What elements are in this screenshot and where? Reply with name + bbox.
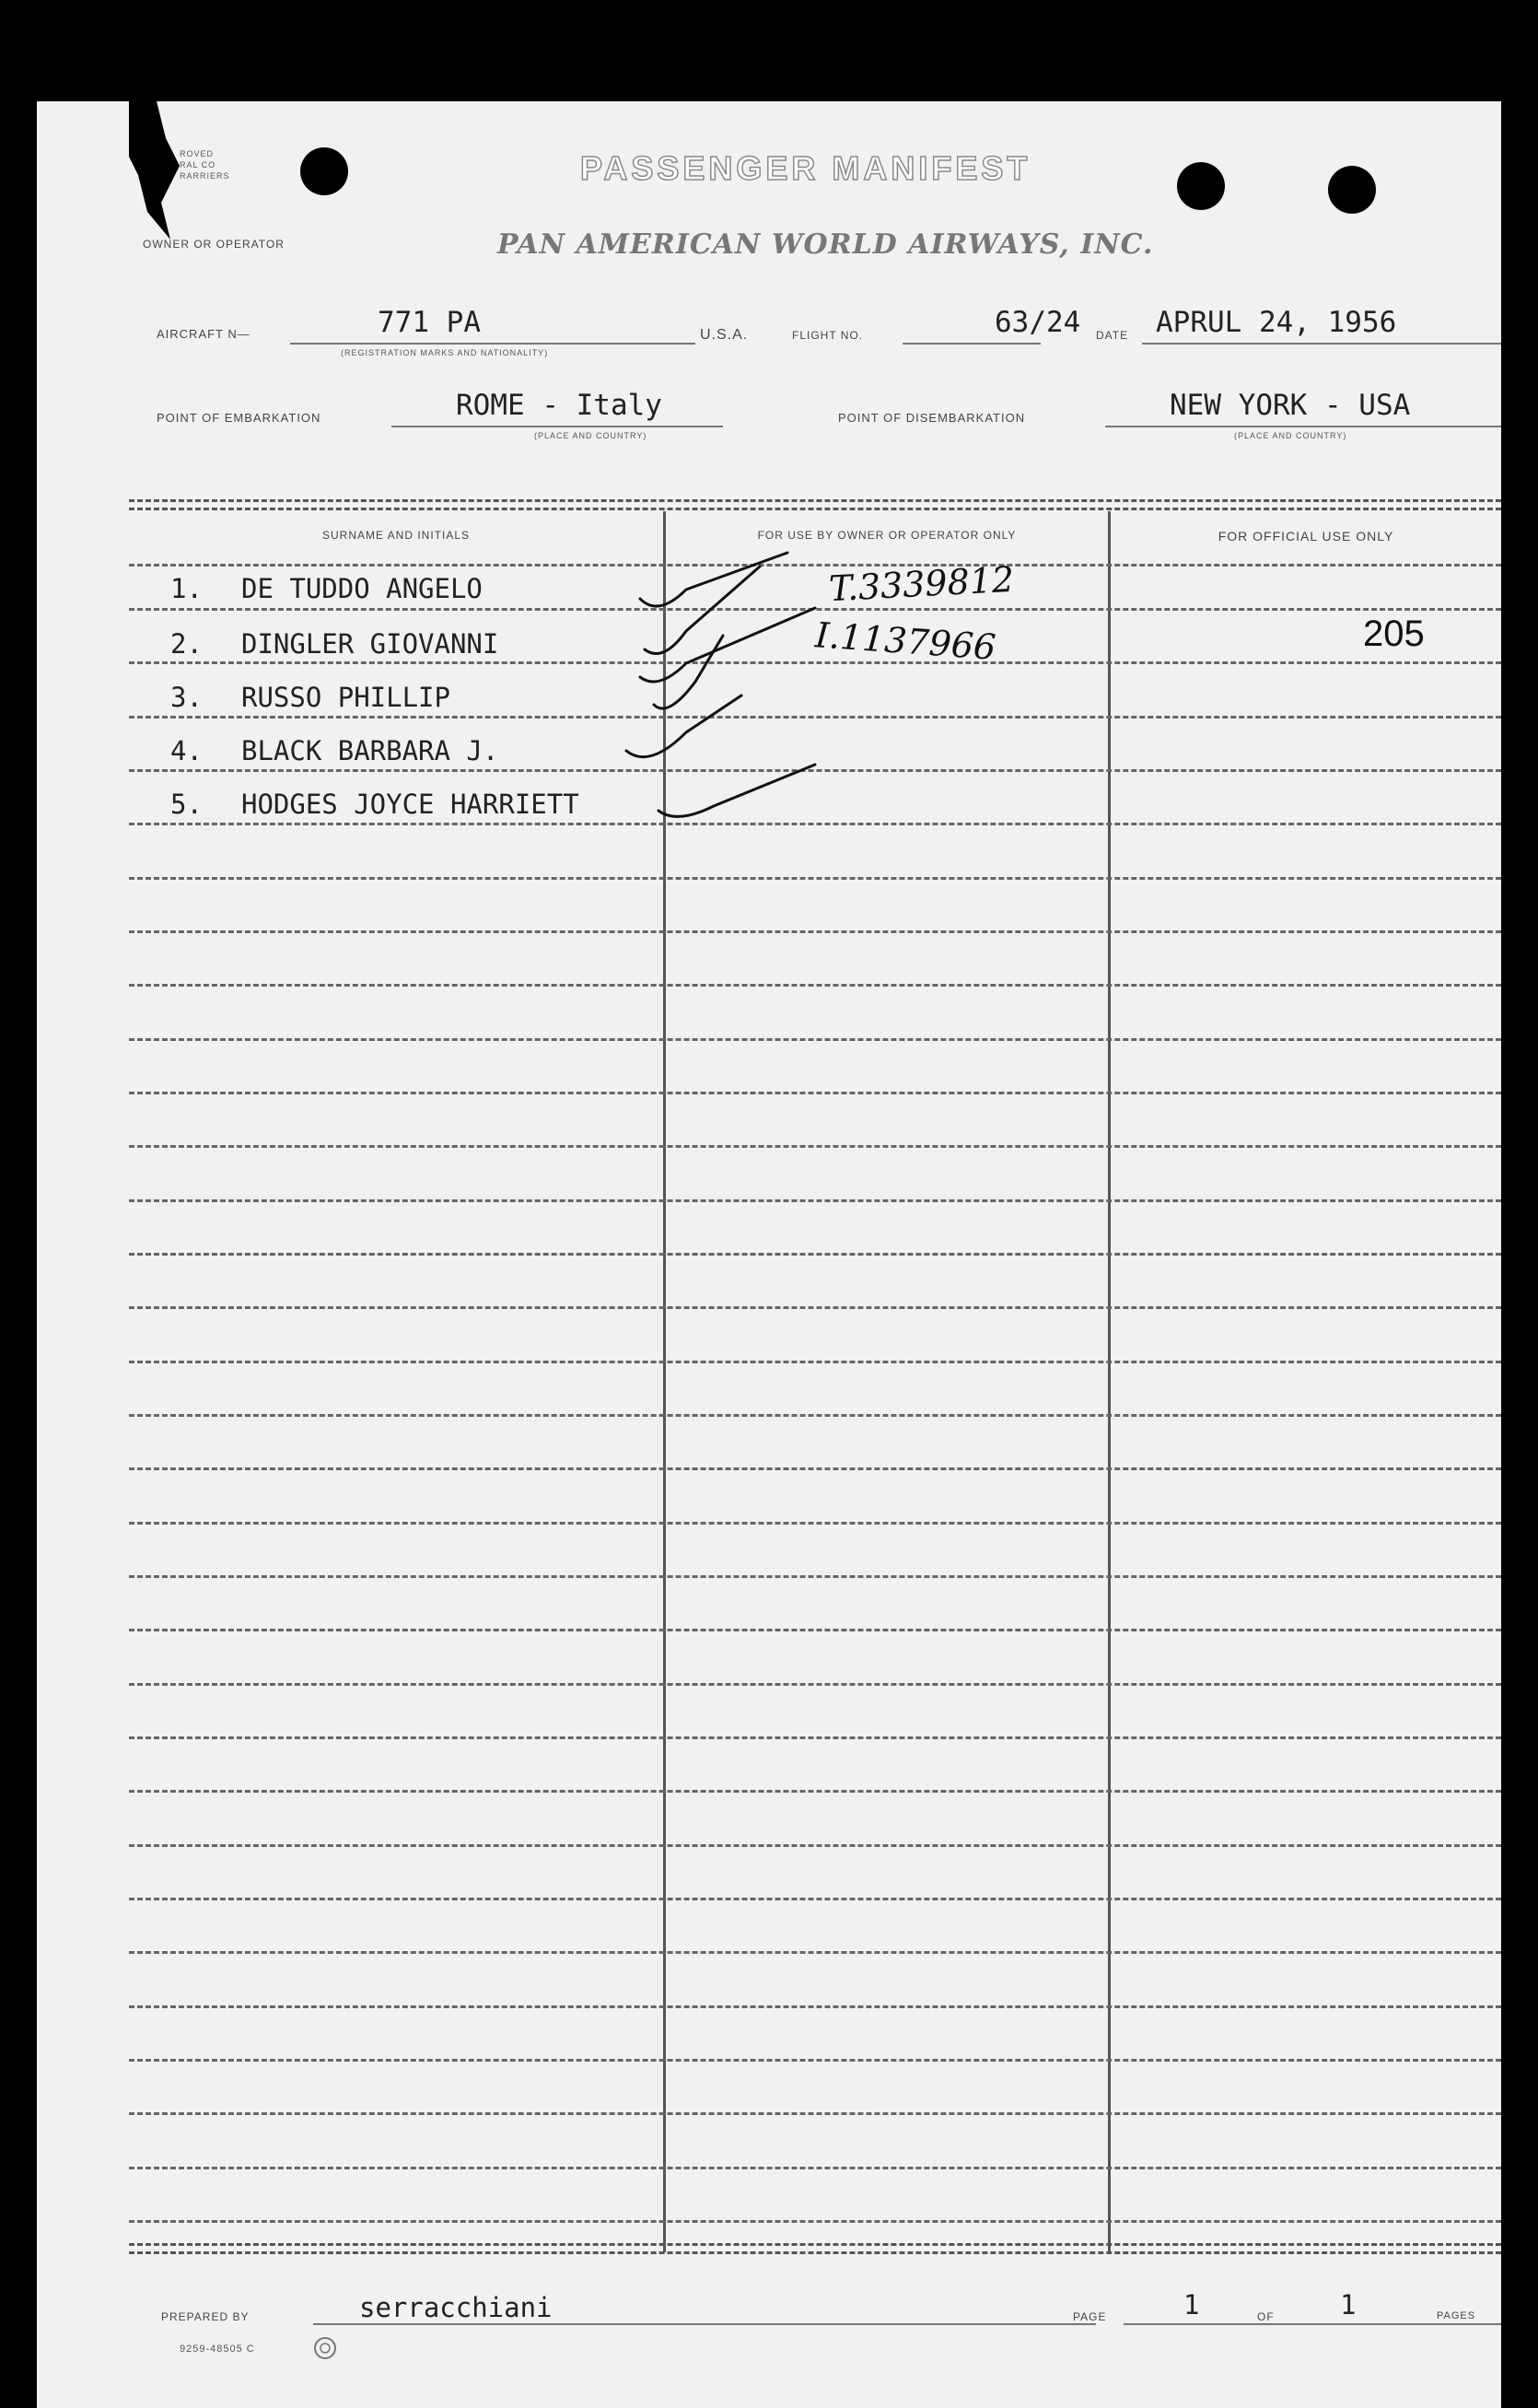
approved-stamp-line1: ROVED	[180, 149, 215, 158]
aircraft-value: 771 PA	[378, 306, 481, 339]
passenger-official-value: 205	[1363, 614, 1425, 654]
column-header-surname: SURNAME AND INITIALS	[321, 529, 471, 542]
passenger-number: 2.	[170, 628, 203, 660]
punch-hole-right	[1328, 166, 1376, 214]
checkmark-icon	[631, 544, 843, 940]
passenger-number: 3.	[170, 682, 203, 713]
approved-stamp-line2: RAL CO	[180, 160, 216, 169]
of-label: OF	[1257, 2310, 1275, 2323]
passenger-name: RUSSO PHILLIP	[241, 682, 450, 713]
form-code: 9259-48505 C	[180, 2344, 255, 2355]
prepared-by-value: serracchiani	[359, 2292, 553, 2323]
passenger-name: DE TUDDO ANGELO	[241, 573, 483, 604]
passenger-number: 1.	[170, 573, 203, 604]
passenger-number: 5.	[170, 789, 203, 820]
total-pages: 1	[1340, 2289, 1357, 2320]
passenger-name: BLACK BARBARA J.	[241, 735, 499, 766]
date-label: DATE	[1096, 329, 1129, 342]
torn-corner-mark	[129, 101, 184, 249]
owner-label: OWNER OR OPERATOR	[143, 238, 285, 251]
approved-stamp-line3: RARRIERS	[180, 171, 230, 181]
aircraft-label: AIRCRAFT N—	[157, 327, 251, 341]
page-title: PASSENGER MANIFEST	[580, 149, 1031, 187]
passenger-name: HODGES JOYCE HARRIETT	[241, 789, 579, 820]
disembarkation-value: NEW YORK - USA	[1170, 389, 1411, 422]
owner-value: PAN AMERICAN WORLD AIRWAYS, INC.	[497, 228, 1154, 261]
union-label-icon	[313, 2336, 337, 2360]
disembarkation-label: POINT OF DISEMBARKATION	[838, 411, 1026, 425]
date-value: APRUL 24, 1956	[1156, 306, 1397, 339]
flight-label: FLIGHT NO.	[792, 329, 864, 342]
embarkation-caption: (PLACE AND COUNTRY)	[534, 431, 647, 440]
column-header-owner-use: FOR USE BY OWNER OR OPERATOR ONLY	[757, 529, 1017, 542]
column-header-official-use: FOR OFFICIAL USE ONLY	[1218, 529, 1394, 544]
passenger-owner-note: I.1137966	[813, 614, 997, 668]
pages-label: PAGES	[1437, 2310, 1476, 2321]
disembarkation-caption: (PLACE AND COUNTRY)	[1234, 431, 1347, 440]
aircraft-country: U.S.A.	[700, 327, 749, 343]
manifest-sheet	[37, 101, 1501, 2408]
passenger-owner-note: T.3339812	[827, 558, 1016, 610]
page-label: PAGE	[1073, 2310, 1107, 2323]
embarkation-value: ROME - Italy	[456, 389, 662, 422]
aircraft-caption: (REGISTRATION MARKS AND NATIONALITY)	[341, 348, 549, 357]
punch-hole-middle	[1177, 162, 1225, 210]
passenger-name: DINGLER GIOVANNI	[241, 628, 499, 660]
embarkation-label: POINT OF EMBARKATION	[157, 411, 321, 425]
prepared-by-label: PREPARED BY	[161, 2310, 250, 2323]
flight-value: 63/24	[995, 306, 1081, 339]
page-number: 1	[1183, 2289, 1200, 2320]
punch-hole-left	[300, 147, 348, 195]
passenger-number: 4.	[170, 735, 203, 766]
